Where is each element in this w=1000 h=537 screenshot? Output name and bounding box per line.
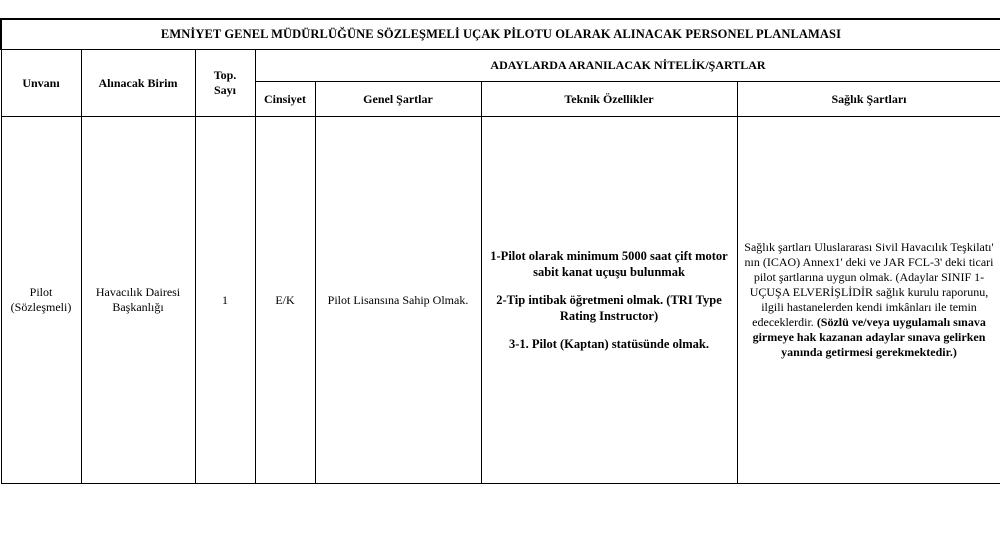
- cell-unvan: [1, 117, 81, 484]
- header-birim: Alınacak Birim: [81, 50, 195, 117]
- header-teknik: Teknik Özellikler: [481, 82, 737, 117]
- teknik-item-3: 3-1. Pilot (Kaptan) statüsünde olmak.: [508, 337, 710, 351]
- header-sayi-line2: Sayı: [213, 83, 236, 97]
- personnel-planning-table: [0, 18, 1000, 484]
- teknik-item-1: 1-Pilot olarak minimum 5000 saat çift motor sabit kanat uçuşu bulunmak: [490, 249, 728, 279]
- cell-genel: Pilot Lisansına Sahip Olmak.: [315, 117, 481, 484]
- saglik-normal-text: Sağlık şartları Uluslararası Sivil Havacılık Teşkilatı' nın (ICAO) Annex1' deki ve JAR FCL-3' deki ticari pilot şartlarına uygun olmak. (Adaylar SINIF 1-UÇUŞA ELVERİŞLİDİR sağlık kurulu raporunu, ilgili hastanelerden kendi imkânları ile temin edeceklerdir.: [744, 240, 994, 329]
- cell-sayi: 1: [195, 117, 255, 484]
- saglik-bold-text: (Sözlü ve/veya uygulamalı sınava girmeye hak kazanan adaylar sınava gelirken yanında getirmesi gerekmektedir.): [752, 315, 986, 359]
- header-sayi: [195, 50, 255, 117]
- header-unvan: Unvanı: [1, 50, 81, 117]
- header-group-nitelik: ADAYLARDA ARANILACAK NİTELİK/ŞARTLAR: [255, 50, 1000, 82]
- birim-line1: Havacılık Dairesi: [95, 285, 181, 299]
- cell-birim: [81, 117, 195, 484]
- teknik-item-2: 2-Tip intibak öğretmeni olmak. (TRI Type Rating Instructor): [496, 293, 722, 323]
- header-sayi-line1: Top.: [213, 68, 237, 82]
- cell-cinsiyet: E/K: [255, 117, 315, 484]
- table-row: [1, 117, 1000, 484]
- header-saglik: Sağlık Şartları: [737, 82, 1000, 117]
- unvan-line2: (Sözleşmeli): [10, 300, 72, 314]
- table-title: EMNİYET GENEL MÜDÜRLÜĞÜNE SÖZLEŞMELİ UÇAK PİLOTU OLARAK ALINACAK PERSONEL PLANLAMASI: [1, 19, 1000, 50]
- birim-line2: Başkanlığı: [112, 300, 164, 314]
- cell-saglik: [737, 117, 1000, 484]
- header-genel: Genel Şartlar: [315, 82, 481, 117]
- unvan-line1: Pilot: [29, 285, 53, 299]
- header-cinsiyet: Cinsiyet: [255, 82, 315, 117]
- cell-teknik: [481, 117, 737, 484]
